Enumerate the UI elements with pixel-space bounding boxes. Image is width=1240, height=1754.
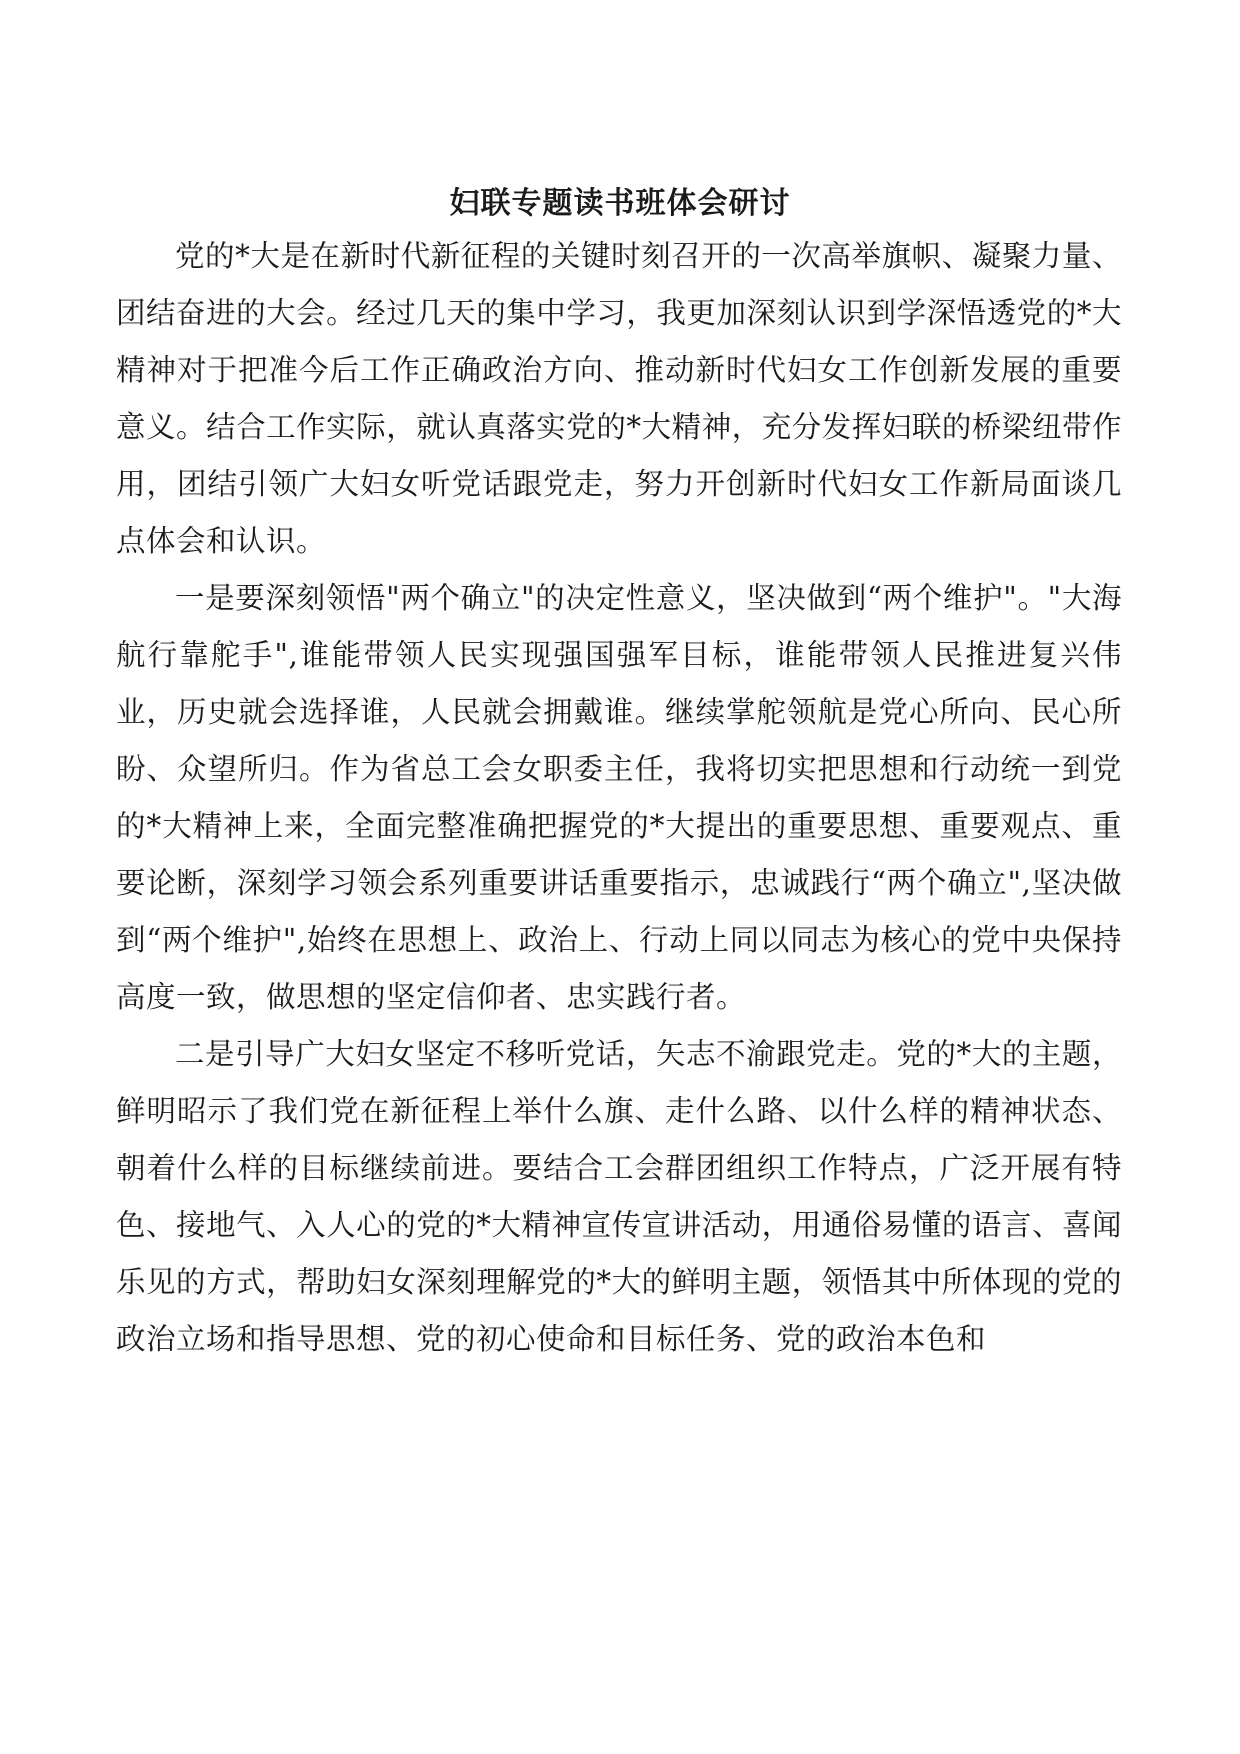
document-title: 妇联专题读书班体会研讨 [449, 186, 791, 221]
paragraph-3: 二是引导广大妇女坚定不移听党话，矢志不渝跟党走。党的*大的主题，鲜明昭示了我们党在新征程上举什么旗、走什么路、以什么样的精神状态、朝着什么样的目标继续前进。要结合工会群团组织工作特点，广泛开展有特色、接地气、入人心的党的*大精神宣传宣讲活动，用通俗易懂的语言、喜闻乐见的方式，帮助妇女深刻理解党的*大的鲜明主题，领悟其中所体现的党的政治立场和指导思想、党的初心使命和目标任务、党的政治本色和 [116, 1037, 1122, 1356]
document-body [116, 228, 1122, 1368]
paragraph-2: 一是要深刻领悟"两个确立"的决定性意义，坚决做到“两个维护"。"大海航行靠舵手",谁能带领人民实现强国强军目标，谁能带领人民推进复兴伟业，历史就会选择谁，人民就会拥戴谁。继续掌舵领航是党心所向、民心所盼、众望所归。作为省总工会女职委主任，我将切实把思想和行动统一到党的*大精神上来，全面完整准确把握党的*大提出的重要思想、重要观点、重要论断，深刻学习领会系列重要讲话重要指示，忠诚践行“两个确立",坚决做到“两个维护",始终在思想上、政治上、行动上同以同志为核心的党中央保持高度一致，做思想的坚定信仰者、忠实践行者。 [116, 581, 1122, 1014]
paragraph-1: 党的*大是在新时代新征程的关键时刻召开的一次高举旗帜、凝聚力量、团结奋进的大会。经过几天的集中学习，我更加深刻认识到学深悟透党的*大精神对于把准今后工作正确政治方向、推动新时代妇女工作创新发展的重要意义。结合工作实际，就认真落实党的*大精神，充分发挥妇联的桥梁纽带作用，团结引领广大妇女听党话跟党走，努力开创新时代妇女工作新局面谈几点体会和认识。 [116, 239, 1122, 558]
